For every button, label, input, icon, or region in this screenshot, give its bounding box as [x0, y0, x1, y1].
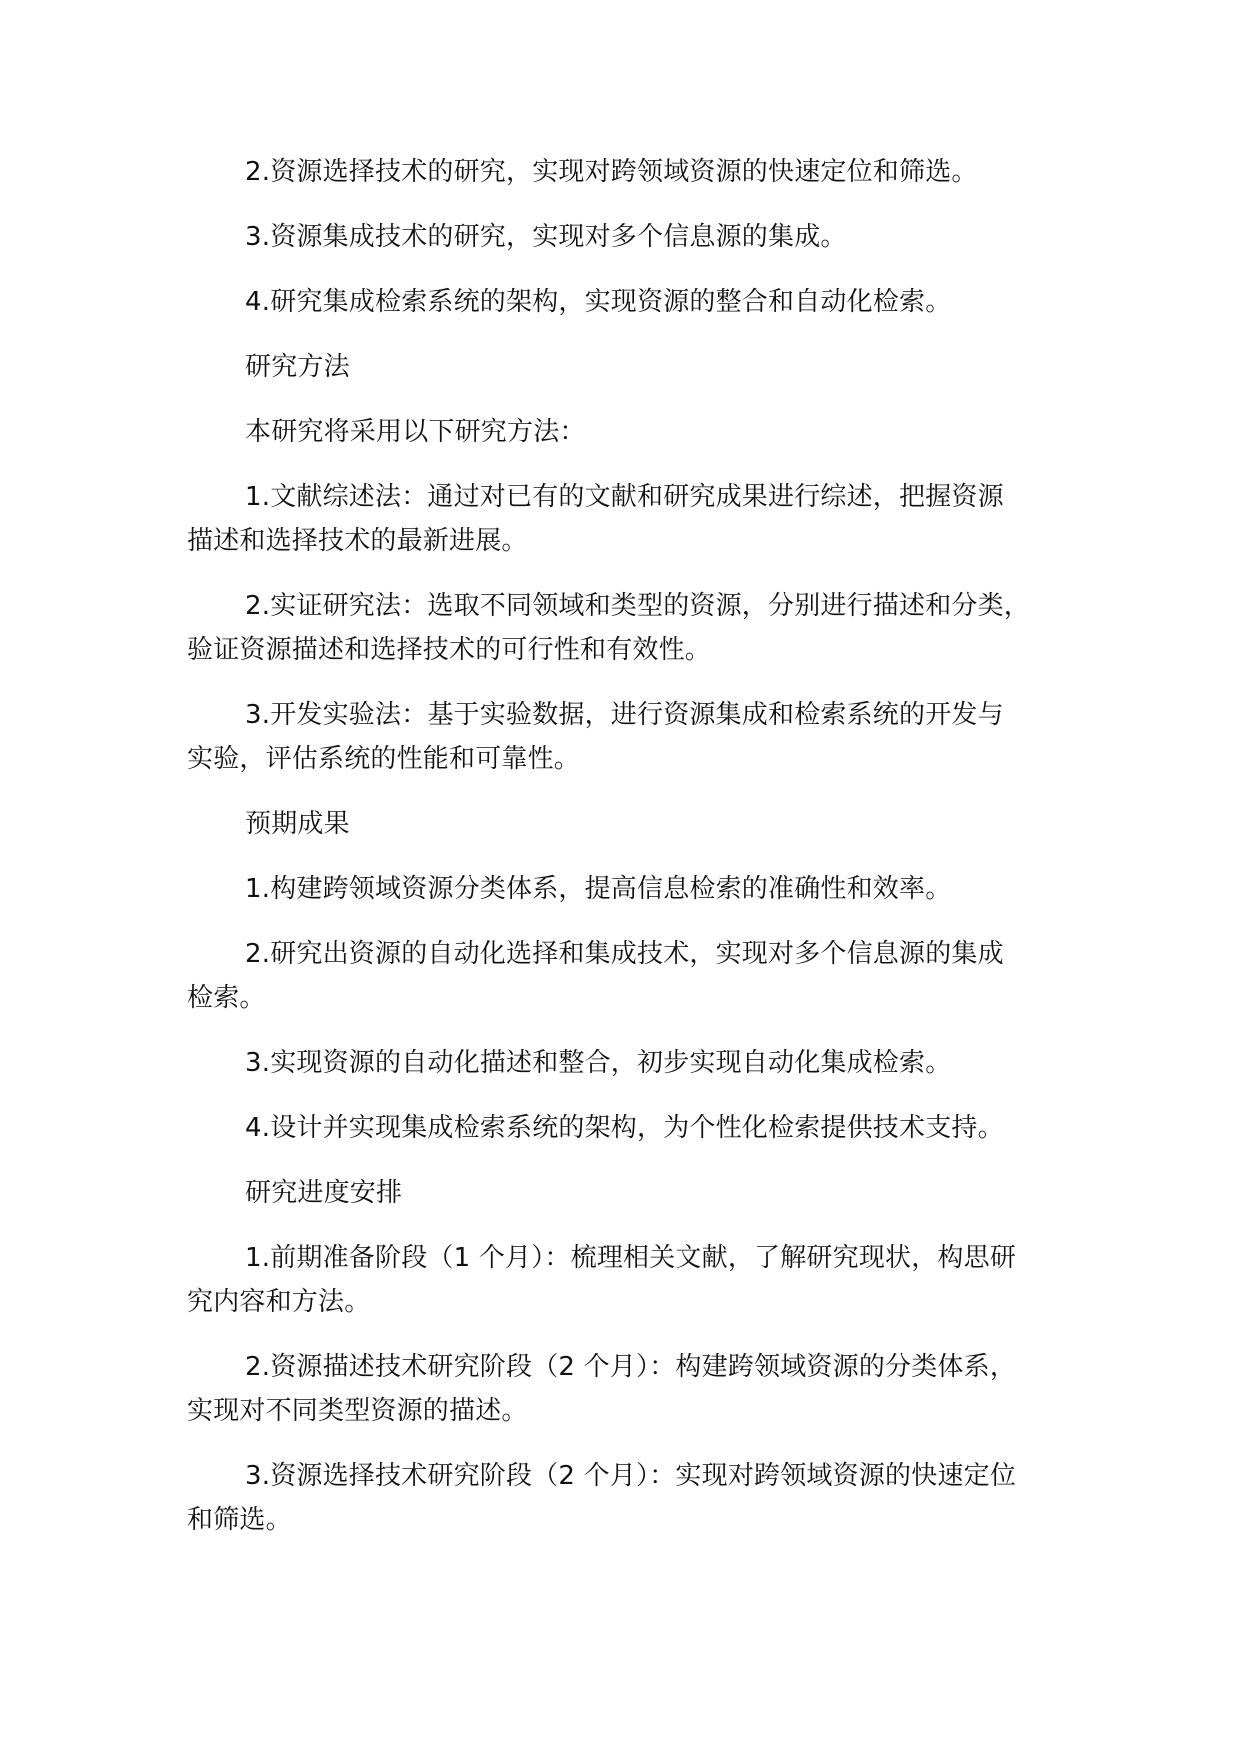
text-line: 3.开发实验法：基于实验数据，进行资源集成和检索系统的开发与 — [245, 700, 1004, 730]
paragraph — [187, 410, 1097, 454]
text-line: 描述和选择技术的最新进展。 — [187, 526, 528, 556]
text-line: 4.设计并实现集成检索系统的架构，为个性化检索提供技术支持。 — [245, 1113, 1004, 1143]
paragraph — [187, 1106, 1097, 1150]
text-line: 研究进度安排 — [245, 1178, 403, 1208]
text-line: 3.资源选择技术研究阶段（2 个月）：实现对跨领域资源的快速定位 — [245, 1461, 1017, 1491]
text-line: 究内容和方法。 — [187, 1287, 371, 1317]
text-line: 实现对不同类型资源的描述。 — [187, 1396, 528, 1426]
text-line: 验证资源描述和选择技术的可行性和有效性。 — [187, 635, 712, 665]
text-line: 2.实证研究法：选取不同领域和类型的资源，分别进行描述和分类， — [245, 591, 1031, 621]
text-line: 预期成果 — [245, 809, 350, 839]
section-heading — [187, 345, 1097, 389]
paragraph — [187, 280, 1097, 324]
section-heading — [187, 802, 1097, 846]
paragraph — [187, 1041, 1097, 1085]
text-line: 2.资源选择技术的研究，实现对跨领域资源的快速定位和筛选。 — [245, 157, 978, 187]
text-line: 1.前期准备阶段（1 个月）：梳理相关文献，了解研究现状，构思研 — [245, 1243, 1017, 1273]
text-line: 本研究将采用以下研究方法： — [245, 417, 586, 447]
text-line: 3.实现资源的自动化描述和整合，初步实现自动化集成检索。 — [245, 1048, 952, 1078]
text-line: 1.文献综述法：通过对已有的文献和研究成果进行综述，把握资源 — [245, 482, 1004, 512]
text-line: 2.资源描述技术研究阶段（2 个月）：构建跨领域资源的分类体系， — [245, 1352, 1017, 1382]
text-line: 和筛选。 — [187, 1505, 292, 1535]
section-heading — [187, 1171, 1097, 1215]
text-line: 1.构建跨领域资源分类体系，提高信息检索的准确性和效率。 — [245, 874, 952, 904]
text-line: 3.资源集成技术的研究，实现对多个信息源的集成。 — [245, 222, 847, 252]
paragraph — [187, 584, 1097, 672]
paragraph — [187, 932, 1097, 1020]
text-line: 研究方法 — [245, 352, 350, 382]
paragraph — [187, 215, 1097, 259]
text-line: 检索。 — [187, 983, 266, 1013]
paragraph — [187, 1345, 1097, 1433]
document-page — [187, 150, 1097, 1563]
paragraph — [187, 867, 1097, 911]
text-line: 实验，评估系统的性能和可靠性。 — [187, 744, 581, 774]
paragraph — [187, 1454, 1097, 1542]
text-line: 4.研究集成检索系统的架构，实现资源的整合和自动化检索。 — [245, 287, 952, 317]
paragraph — [187, 475, 1097, 563]
text-line: 2.研究出资源的自动化选择和集成技术，实现对多个信息源的集成 — [245, 939, 1004, 969]
paragraph — [187, 1236, 1097, 1324]
paragraph — [187, 693, 1097, 781]
paragraph — [187, 150, 1097, 194]
